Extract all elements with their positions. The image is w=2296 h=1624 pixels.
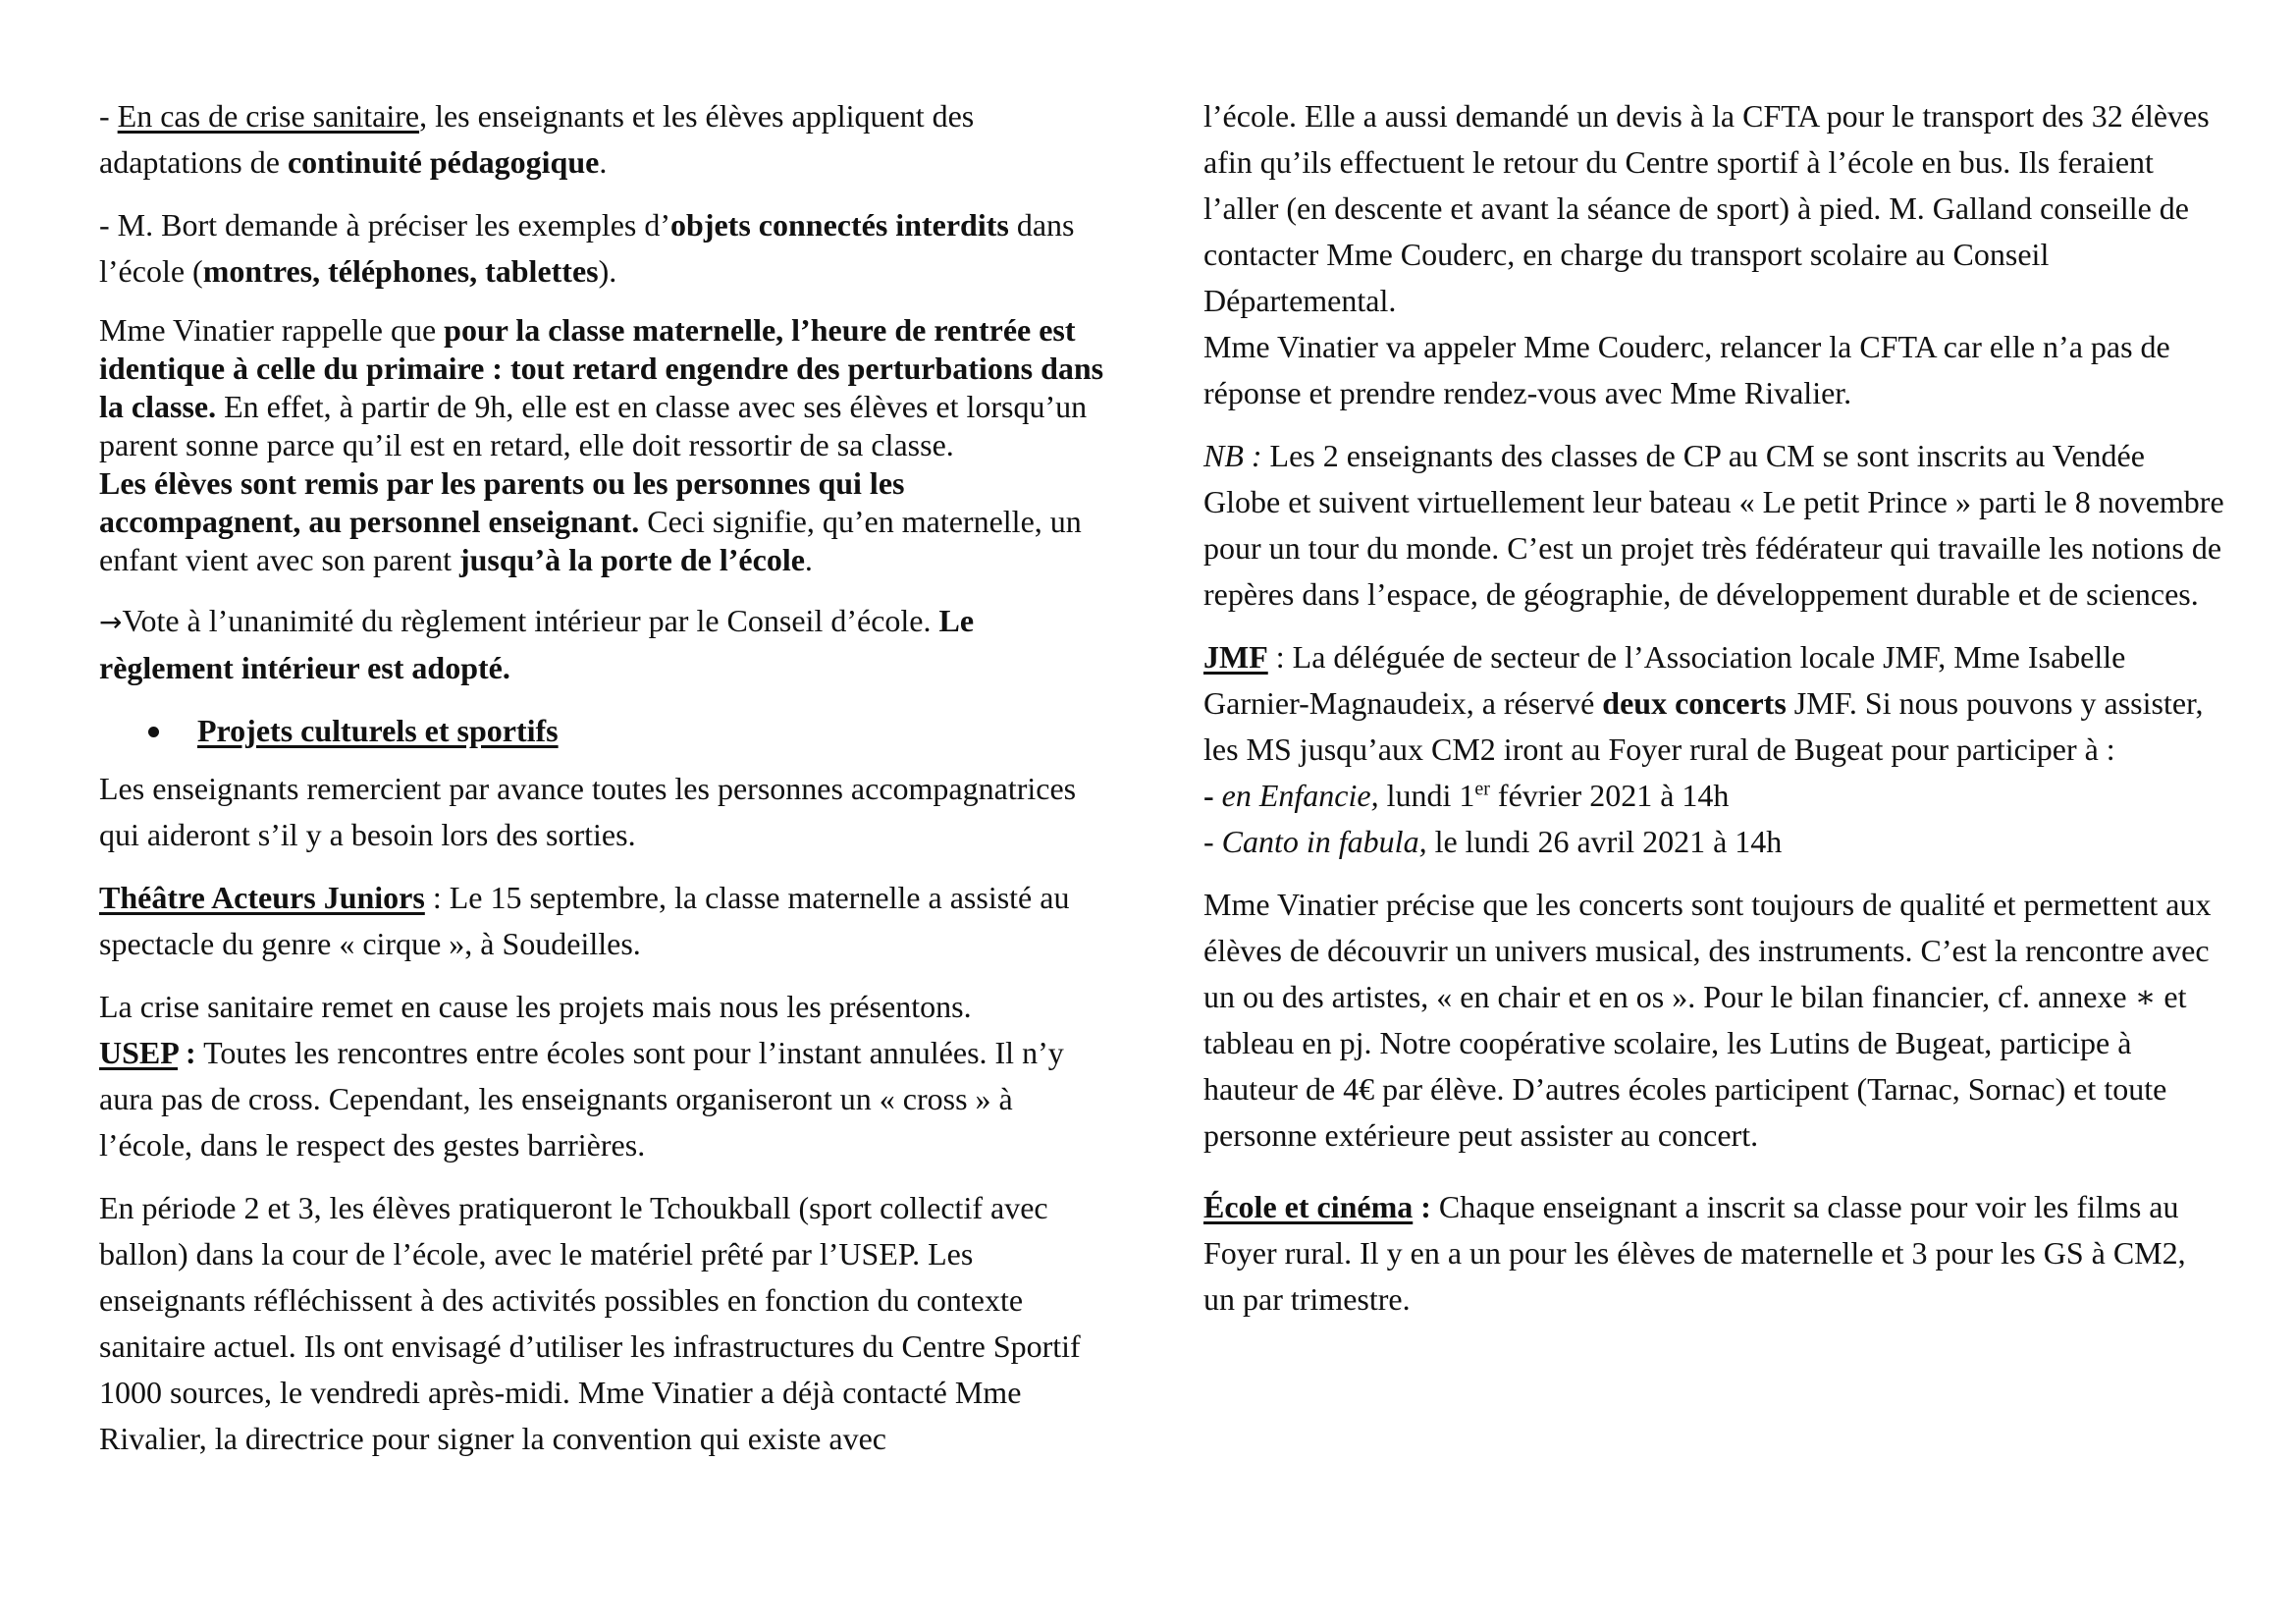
paragraph-crise-sanitaire [99, 93, 1110, 186]
bold-text: : [178, 1035, 196, 1070]
text: dans l’école ( [99, 207, 1075, 289]
paragraph-concerts [1203, 882, 2224, 1159]
bold-text: pour la classe maternelle, l’heure de rentrée est identique à celle du primaire : tout retard engendre des perturbations dans la classe. [99, 312, 1104, 424]
bold-text: continuité pédagogique [287, 144, 600, 180]
text: Mme Vinatier précise que les concerts sont toujours de qualité et permettent aux élèves de découvrir un univers musical, des instruments. C’est la rencontre avec un ou des artistes, « en chair et en os ». Pour le bilan financier, cf. annexe ∗ et tableau en pj. Notre coopérative scolaire, les Lutins de Bugeat, participe à hauteur de 4€ par élève. D’autres écoles participent (Tarnac, Sornac) et toute personne extérieure peut assister au concert. [1203, 887, 2212, 1153]
text: - [99, 98, 118, 134]
left-column [99, 93, 1110, 1479]
arrow-icon: → [99, 606, 123, 638]
text: : La déléguée de secteur de l’Association locale JMF, Mme Isabelle Garnier-Magnaudeix, a réservé [1203, 639, 2126, 721]
paragraph-jmf [1203, 634, 2224, 865]
bold-underlined-text: USEP [99, 1035, 179, 1070]
text: Ceci signifie, qu’en maternelle, un enfant vient avec son parent [99, 504, 1082, 577]
paragraph-heure-rentree [99, 311, 1110, 579]
text: Les enseignants remercient par avance toutes les personnes accompagnatrices qui aideront s’il y a besoin lors des sorties. [99, 771, 1077, 852]
text: l’école. Elle a aussi demandé un devis à la CFTA pour le transport des 32 élèves afin qu’ils effectuent le retour du Centre sportif à l’école en bus. Ils feraient l’aller (en descente et avant la séance de sport) à pied. M. Galland conseille de contacter Mme Couderc, en charge du transport scolaire au Conseil Départemental. [1203, 98, 2210, 318]
text: . [599, 144, 608, 180]
text: Mme Vinatier rappelle que [99, 312, 445, 348]
italic-text: NB : [1203, 438, 1262, 473]
text: La crise sanitaire remet en cause les projets mais nous les présentons. [99, 989, 972, 1024]
text: En effet, à partir de 9h, elle est en classe avec ses élèves et lorsqu’un parent sonne parce qu’il est en retard, elle doit ressortir de sa classe. [99, 389, 1088, 462]
paragraph-usep [99, 984, 1110, 1168]
text: Vote à l’unanimité du règlement intérieur par le Conseil d’école. [122, 603, 939, 638]
text: Toutes les rencontres entre écoles sont pour l’instant annulées. Il n’y aura pas de cross. Cependant, les enseignants organiseront un « cross » à l’école, dans le respect des gestes barrières. [99, 1035, 1064, 1163]
paragraph-vendee-globe [1203, 433, 2224, 618]
section-heading-projets [99, 708, 1110, 754]
text: Mme Vinatier va appeler Mme Couderc, relancer la CFTA car elle n’a pas de réponse et prendre rendez-vous avec Mme Rivalier. [1203, 329, 2170, 410]
bold-underlined-text: Théâtre Acteurs Juniors [99, 880, 425, 915]
text: . [804, 542, 813, 577]
text: , les enseignants et les élèves appliquent des adaptations de [99, 98, 975, 180]
paragraph-tchoukball [99, 1185, 1110, 1462]
italic-text: - Canto in fabula, [1203, 824, 1427, 859]
superscript-text: er [1474, 778, 1490, 800]
bold-text: Les élèves sont remis par les parents ou les personnes qui les accompagnent, au personnel enseignant. [99, 465, 905, 539]
text: En période 2 et 3, les élèves pratiqueront le Tchoukball (sport collectif avec ballon) dans la cour de l’école, avec le matériel prêté par l’USEP. Les enseignants réfléchissent à des activités possibles en fonction du contexte sanitaire actuel. Ils ont envisagé d’utiliser les infrastructures du Centre Sportif 1000 sources, le vendredi après-midi. Mme Vinatier a déjà contacté Mme Rivalier, la directrice pour signer la convention qui existe avec [99, 1190, 1081, 1456]
bold-text: - [1203, 778, 1222, 813]
text: JMF. Si nous pouvons y assister, les MS jusqu’aux CM2 iront au Foyer rural de Bugeat pour participer à : [1203, 685, 2204, 767]
text: lundi 1 [1378, 778, 1475, 813]
paragraph-ecole-cinema [1203, 1184, 2224, 1323]
bold-text: Le règlement intérieur est adopté. [99, 603, 975, 685]
bold-text: jusqu’à la porte de l’école [458, 542, 805, 577]
bold-text: montres, téléphones, tablettes [202, 253, 599, 289]
bold-underlined-text: JMF [1203, 639, 1268, 675]
paragraph-vote-reglement [99, 598, 1110, 691]
text: Chaque enseignant a inscrit sa classe pour voir les films au Foyer rural. Il y en a un pour les élèves de maternelle et 3 pour les GS à CM2, un par trimestre. [1203, 1189, 2186, 1317]
bold-text: deux concerts [1602, 685, 1787, 721]
text: - M. Bort demande à préciser les exemples d’ [99, 207, 671, 243]
text: Les 2 enseignants des classes de CP au CM se sont inscrits au Vendée Globe et suivent virtuellement leur bateau « Le petit Prince » parti le 8 novembre pour un tour du monde. C’est un projet très fédérateur qui travaille les notions de repères dans l’espace, de géographie, de développement durable et de sciences. [1203, 438, 2224, 612]
paragraph-theatre [99, 875, 1110, 967]
underlined-text: En cas de crise sanitaire [117, 98, 420, 134]
paragraph-transport [1203, 93, 2224, 416]
bold-underlined-text: École et cinéma [1203, 1189, 1414, 1224]
bold-text: objets connectés interdits [670, 207, 1009, 243]
right-column [1203, 93, 2224, 1339]
paragraph-objets-connectes [99, 202, 1110, 295]
italic-text: en Enfancie, [1221, 778, 1379, 813]
text: février 2021 à 14h [1489, 778, 1730, 813]
text: : Le 15 septembre, la classe maternelle a assisté au spectacle du genre « cirque », à Soudeilles. [99, 880, 1070, 961]
text: le lundi 26 avril 2021 à 14h [1426, 824, 1783, 859]
bullet-icon [148, 727, 159, 737]
text: ). [598, 253, 617, 289]
heading-text: Projets culturels et sportifs [197, 713, 559, 748]
paragraph-remerciements [99, 766, 1110, 858]
bold-text: : [1413, 1189, 1431, 1224]
